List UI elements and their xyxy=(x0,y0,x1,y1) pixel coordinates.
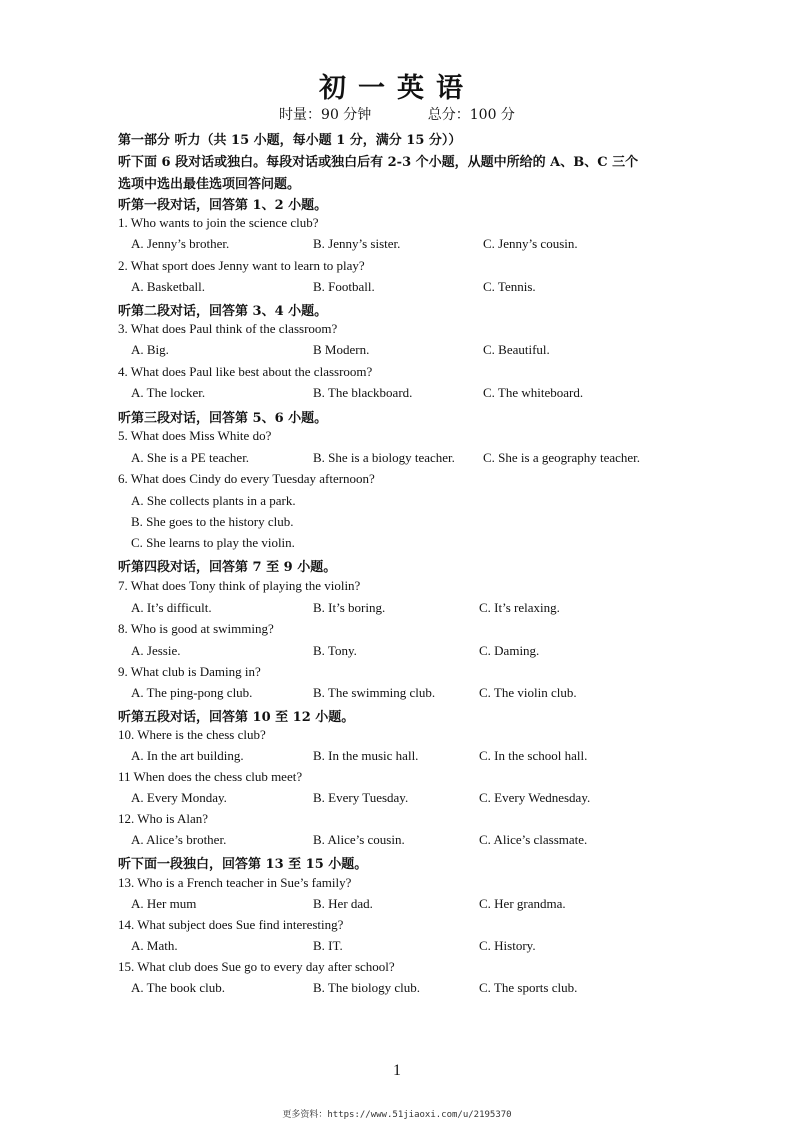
total-score: 总分：100 分 xyxy=(427,107,515,123)
question-10: 10. Where is the chess club? xyxy=(118,727,266,742)
question-4: 4. What does Paul like best about the classroom? xyxy=(118,364,373,379)
q6-option-a: A. She collects plants in a park. xyxy=(131,493,296,508)
q2-option-a: A. Basketball. xyxy=(131,279,206,294)
q2-option-b: B. Football. xyxy=(313,279,375,294)
q14-option-b: B. IT. xyxy=(313,938,343,953)
q13-option-b: B. Her dad. xyxy=(313,896,373,911)
q7-option-c: C. It’s relaxing. xyxy=(479,600,560,615)
q4-option-c: C. The whiteboard. xyxy=(483,385,584,400)
question-13: 13. Who is a French teacher in Sue’s family? xyxy=(118,875,352,890)
q8-option-b: B. Tony. xyxy=(313,643,357,658)
dialog-heading-3: 听第三段对话，回答第 5、6 小题。 xyxy=(118,411,328,426)
instructions-line-2: 选项中选出最佳选项回答问题。 xyxy=(118,177,301,192)
q6-option-b: B. She goes to the history club. xyxy=(131,514,294,529)
footer-link[interactable]: 更多资料：https://www.51jiaoxi.com/u/2195370 xyxy=(282,1110,512,1120)
q11-option-a: A. Every Monday. xyxy=(131,790,227,805)
q10-option-c: C. In the school hall. xyxy=(479,748,588,763)
q15-option-b: B. The biology club. xyxy=(313,980,421,995)
q4-option-b: B. The blackboard. xyxy=(313,385,413,400)
q1-option-a: A. Jenny’s brother. xyxy=(131,236,230,251)
monologue-heading: 听下面一段独白，回答第 13 至 15 小题。 xyxy=(118,857,368,872)
q5-option-c: C. She is a geography teacher. xyxy=(483,450,641,465)
q7-option-b: B. It’s boring. xyxy=(313,600,386,615)
question-12: 12. Who is Alan? xyxy=(118,811,209,826)
q3-option-b: B Modern. xyxy=(313,342,370,357)
q9-option-b: B. The swimming club. xyxy=(313,685,436,700)
q3-option-c: C. Beautiful. xyxy=(483,342,550,357)
question-15: 15. What club does Sue go to every day after school? xyxy=(118,959,395,974)
question-8: 8. Who is good at swimming? xyxy=(118,621,274,636)
q2-option-c: C. Tennis. xyxy=(483,279,536,294)
q12-option-a: A. Alice’s brother. xyxy=(131,832,227,847)
page-number: 1 xyxy=(393,1062,401,1079)
q9-option-c: C. The violin club. xyxy=(479,685,577,700)
question-7: 7. What does Tony think of playing the violin? xyxy=(118,578,361,593)
q5-option-b: B. She is a biology teacher. xyxy=(313,450,455,465)
q3-option-a: A. Big. xyxy=(131,342,169,357)
q12-option-b: B. Alice’s cousin. xyxy=(313,832,405,847)
q4-option-a: A. The locker. xyxy=(131,385,206,400)
q8-option-c: C. Daming. xyxy=(479,643,540,658)
question-9: 9. What club is Daming in? xyxy=(118,664,261,679)
q12-option-c: C. Alice’s classmate. xyxy=(479,832,588,847)
section-heading: 第一部分 听力（共 15 小题，每小题 1 分，满分 15 分）） xyxy=(118,133,462,148)
q13-option-a: A. Her mum xyxy=(131,896,197,911)
question-11: 11 When does the chess club meet? xyxy=(118,769,303,784)
q1-option-b: B. Jenny’s sister. xyxy=(313,236,401,251)
dialog-heading-1: 听第一段对话，回答第 1、2 小题。 xyxy=(118,198,328,213)
q10-option-a: A. In the art building. xyxy=(131,748,244,763)
q14-option-c: C. History. xyxy=(479,938,536,953)
q15-option-c: C. The sports club. xyxy=(479,980,578,995)
q5-option-a: A. She is a PE teacher. xyxy=(131,450,250,465)
q13-option-c: C. Her grandma. xyxy=(479,896,566,911)
dialog-heading-2: 听第二段对话，回答第 3、4 小题。 xyxy=(118,304,328,319)
question-5: 5. What does Miss White do? xyxy=(118,428,272,443)
q8-option-a: A. Jessie. xyxy=(131,643,181,658)
q7-option-a: A. It’s difficult. xyxy=(131,600,212,615)
question-6: 6. What does Cindy do every Tuesday afternoon? xyxy=(118,471,375,486)
q6-option-c: C. She learns to play the violin. xyxy=(131,535,295,550)
q1-option-c: C. Jenny’s cousin. xyxy=(483,236,578,251)
time-limit: 时量：90 分钟 xyxy=(279,107,372,123)
q14-option-a: A. Math. xyxy=(131,938,178,953)
question-2: 2. What sport does Jenny want to learn to play? xyxy=(118,258,365,273)
instructions-line-1: 听下面 6 段对话或独白。每段对话或独白后有 2-3 个小题，从题中所给的 A、B、C 三个 xyxy=(118,155,639,170)
question-1: 1. Who wants to join the science club? xyxy=(118,215,319,230)
dialog-heading-4: 听第四段对话，回答第 7 至 9 小题。 xyxy=(118,560,337,575)
exam-meta xyxy=(0,104,794,124)
q11-option-b: B. Every Tuesday. xyxy=(313,790,409,805)
dialog-heading-5: 听第五段对话，回答第 10 至 12 小题。 xyxy=(118,710,355,725)
question-14: 14. What subject does Sue find interesting? xyxy=(118,917,344,932)
q10-option-b: B. In the music hall. xyxy=(313,748,419,763)
page-title: 初一英语 xyxy=(319,73,475,104)
q11-option-c: C. Every Wednesday. xyxy=(479,790,591,805)
q9-option-a: A. The ping-pong club. xyxy=(131,685,253,700)
question-3: 3. What does Paul think of the classroom? xyxy=(118,321,338,336)
q15-option-a: A. The book club. xyxy=(131,980,225,995)
